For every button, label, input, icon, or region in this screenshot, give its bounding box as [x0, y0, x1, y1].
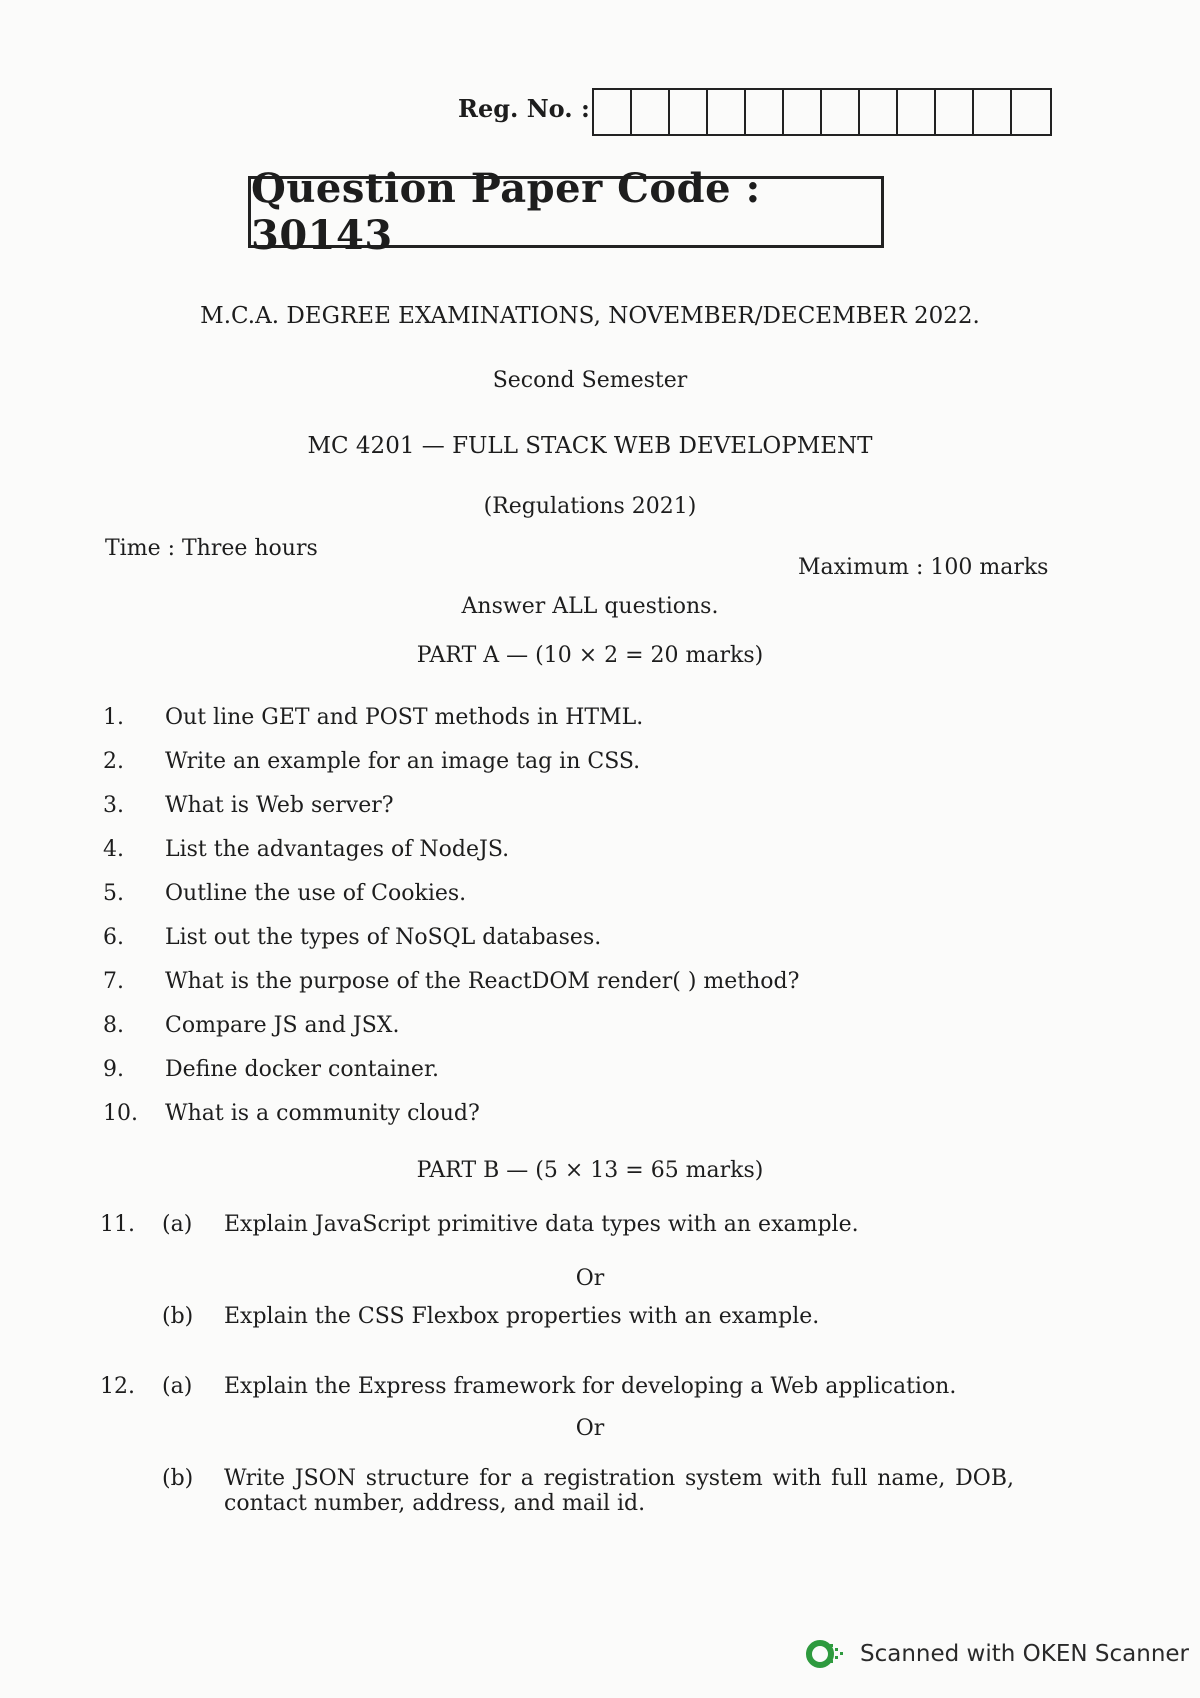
exam-duration: Time : Three hours	[105, 536, 318, 561]
reg-no-box	[1012, 90, 1050, 134]
question-text: List the advantages of NodeJS.	[165, 837, 510, 862]
instructions: Answer ALL questions.	[461, 594, 719, 619]
reg-no-boxes	[592, 88, 1052, 136]
subquestion-label: (b)	[162, 1304, 194, 1329]
reg-no-box	[632, 90, 670, 134]
question-text: Explain the CSS Flexbox properties with an example.	[224, 1304, 820, 1329]
reg-no-box	[822, 90, 860, 134]
scanner-watermark	[806, 1638, 1189, 1670]
reg-no-box	[784, 90, 822, 134]
scanner-watermark-text: Scanned with OKEN Scanner	[860, 1641, 1189, 1667]
subquestion-label: (a)	[162, 1374, 193, 1399]
reg-no-box	[594, 90, 632, 134]
max-marks: Maximum : 100 marks	[798, 555, 1049, 580]
question-number: 5.	[103, 881, 124, 906]
question-number: 7.	[103, 969, 124, 994]
question-number: 10.	[103, 1101, 138, 1126]
or-separator: Or	[575, 1416, 605, 1441]
question-number: 8.	[103, 1013, 124, 1038]
oken-scanner-logo-icon	[806, 1638, 846, 1670]
semester: Second Semester	[492, 368, 688, 393]
paper-code: Question Paper Code : 30143	[251, 165, 761, 259]
part-a-heading: PART A — (10 × 2 = 20 marks)	[416, 643, 764, 668]
reg-no-box	[936, 90, 974, 134]
question-text: Compare JS and JSX.	[165, 1013, 400, 1038]
question-text: Write an example for an image tag in CSS.	[165, 749, 641, 774]
question-text: Define docker container.	[165, 1057, 440, 1082]
reg-no-box	[746, 90, 784, 134]
question-number: 3.	[103, 793, 124, 818]
question-text: Explain JavaScript primitive data types with an example.	[224, 1212, 859, 1237]
regulations: (Regulations 2021)	[483, 494, 697, 519]
question-number: 4.	[103, 837, 124, 862]
question-text: Out line GET and POST methods in HTML.	[165, 705, 644, 730]
subquestion-label: (b)	[162, 1466, 194, 1491]
reg-no-box	[974, 90, 1012, 134]
reg-no-box	[708, 90, 746, 134]
reg-no-box	[898, 90, 936, 134]
question-text: List out the types of NoSQL databases.	[165, 925, 602, 950]
subquestion-label: (a)	[162, 1212, 193, 1237]
question-text: Explain the Express framework for developing a Web application.	[224, 1374, 957, 1399]
exam-title: M.C.A. DEGREE EXAMINATIONS, NOVEMBER/DECEMBER 2022.	[200, 303, 980, 329]
question-number: 9.	[103, 1057, 124, 1082]
question-number: 2.	[103, 749, 124, 774]
reg-no-box	[860, 90, 898, 134]
part-b-heading: PART B — (5 × 13 = 65 marks)	[416, 1158, 764, 1183]
reg-no-box	[670, 90, 708, 134]
question-number: 1.	[103, 705, 124, 730]
question-text: Outline the use of Cookies.	[165, 881, 467, 906]
question-text: What is Web server?	[165, 793, 394, 818]
or-separator: Or	[575, 1266, 605, 1291]
question-number: 12.	[100, 1374, 135, 1399]
question-text: Write JSON structure for a registration system with full name, DOB, contact number, address, and mail id.	[224, 1466, 1014, 1516]
course-title: MC 4201 — FULL STACK WEB DEVELOPMENT	[307, 433, 873, 459]
question-number: 11.	[100, 1212, 135, 1237]
paper-code-box	[248, 165, 884, 259]
question-number: 6.	[103, 925, 124, 950]
reg-no-label: Reg. No. :	[458, 94, 590, 123]
question-text: What is the purpose of the ReactDOM render( ) method?	[165, 969, 800, 994]
question-text: What is a community cloud?	[165, 1101, 480, 1126]
